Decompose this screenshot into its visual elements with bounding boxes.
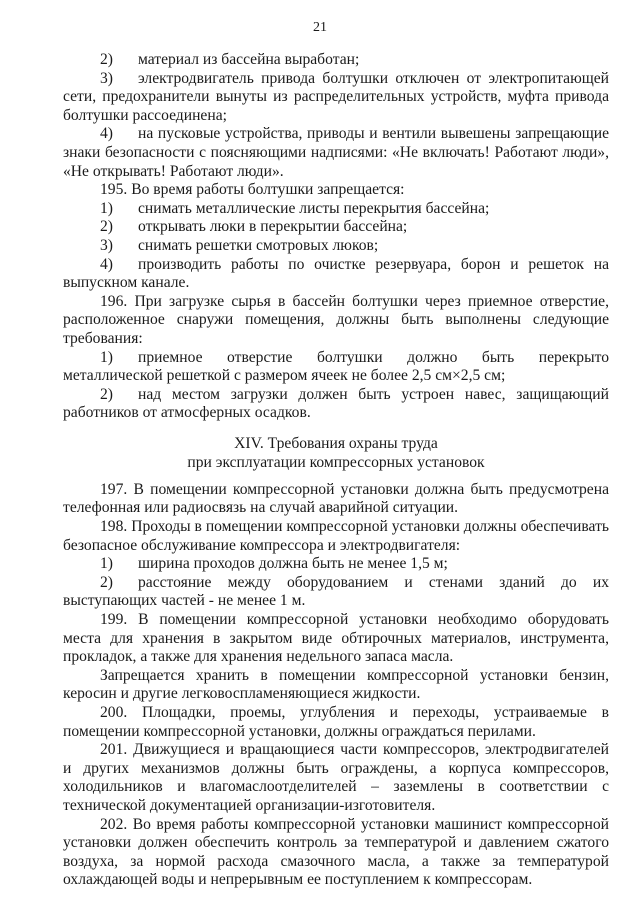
section-heading — [63, 434, 609, 472]
item-text: на пусковые устройства, приводы и вентили вывешены запрещающие знаки безопасности с поясняющими надписями: «Не включать! Работают люди», «Не открывать! Работают люди». — [63, 125, 609, 180]
paragraph-201: 201. Движущиеся и вращающиеся части компрессоров, электродвигателей и других механизмов должны быть ограждены, а корпуса компрессоров, холодильников и влагомаслоотделителей – заземлены в соответствии с технической документацией организации-изготовителя. — [63, 741, 609, 814]
list-item — [63, 237, 609, 256]
list-item — [63, 70, 609, 126]
item-number: 2) — [100, 385, 113, 403]
item-text: открывать люки в перекрытии бассейна; — [138, 218, 408, 236]
section-subtitle: при эксплуатации компрессорных установок — [187, 453, 485, 471]
paragraph-199-cont: Запрещается хранить в помещении компрессорной установки бензин, керосин и другие легковоспламеняющиеся жидкости. — [63, 666, 609, 703]
item-text: ширина проходов должна быть не менее 1,5 м; — [138, 555, 448, 573]
item-text: снимать решетки смотровых люков; — [138, 236, 379, 254]
paragraph-196: 196. При загрузке сырья в бассейн болтушки через приемное отверстие, расположенное снаружи помещения, должны быть выполнены следующие требования: — [63, 292, 609, 347]
item-number: 1) — [100, 555, 113, 573]
item-number: 2) — [100, 218, 113, 236]
item-text: над местом загрузки должен быть устроен навес, защищающий работников от атмосферных осадков. — [63, 385, 609, 422]
document-body — [63, 51, 609, 890]
list-item — [63, 349, 609, 386]
item-text: производить работы по очистке резервуара, борон и решеток на выпускном канале. — [63, 255, 609, 292]
item-text: расстояние между оборудованием и стенами зданий до их выступающих частей - не менее 1 м. — [63, 573, 609, 610]
item-text: электродвигатель привода болтушки отключен от электропитающей сети, предохранители вынуты из распределительных устройств, муфта привода болтушки рассоединена; — [63, 69, 609, 124]
section-title: XIV. Требования охраны труда — [234, 434, 438, 452]
list-item — [63, 218, 609, 237]
item-number: 3) — [100, 69, 113, 87]
page-number: 21 — [313, 20, 327, 35]
item-number: 4) — [100, 125, 113, 143]
item-number: 4) — [100, 255, 113, 273]
item-number: 2) — [100, 51, 113, 68]
item-number: 3) — [100, 236, 113, 254]
list-item — [63, 555, 609, 574]
item-text: приемное отверстие болтушки должно быть перекрыто металлической решеткой с размером ячеек не более 2,5 см×2,5 см; — [63, 348, 609, 385]
item-number: 1) — [100, 199, 113, 217]
item-text: снимать металлические листы перекрытия бассейна; — [138, 199, 490, 217]
list-item — [63, 125, 609, 181]
list-item — [63, 256, 609, 293]
paragraph-198: 198. Проходы в помещении компрессорной установки должны обеспечивать безопасное обслуживание компрессора и электродвигателя: — [63, 518, 609, 554]
paragraph-195: 195. Во время работы болтушки запрещается: — [100, 181, 405, 199]
item-number: 1) — [100, 348, 113, 366]
list-item — [63, 51, 609, 70]
paragraph-200: 200. Площадки, проемы, углубления и переходы, устраиваемые в помещении компрессорной установки, должны ограждаться перилами. — [63, 704, 609, 740]
list-item — [63, 386, 609, 423]
paragraph-202: 202. Во время работы компрессорной установки машинист компрессорной установки должен обеспечить контроль за температурой и давлением сжатого воздуха, за нормой расхода смазочного масла, а также за температурой охлаждающей воды и непрерывным ее поступлением к компрессорам. — [63, 815, 609, 889]
item-number: 2) — [100, 573, 113, 591]
list-item — [63, 200, 609, 219]
list-item — [63, 574, 609, 611]
item-text: материал из бассейна выработан; — [138, 51, 360, 68]
paragraph-199: 199. В помещении компрессорной установки необходимо оборудовать места для хранения в закрытом виде обтирочных материалов, инструмента, прокладок, а также для хранения недельного запаса масла. — [63, 611, 609, 666]
paragraph-197: 197. В помещении компрессорной установки должна быть предусмотрена телефонная или радиосвязь на случай аварийной ситуации. — [63, 480, 609, 517]
